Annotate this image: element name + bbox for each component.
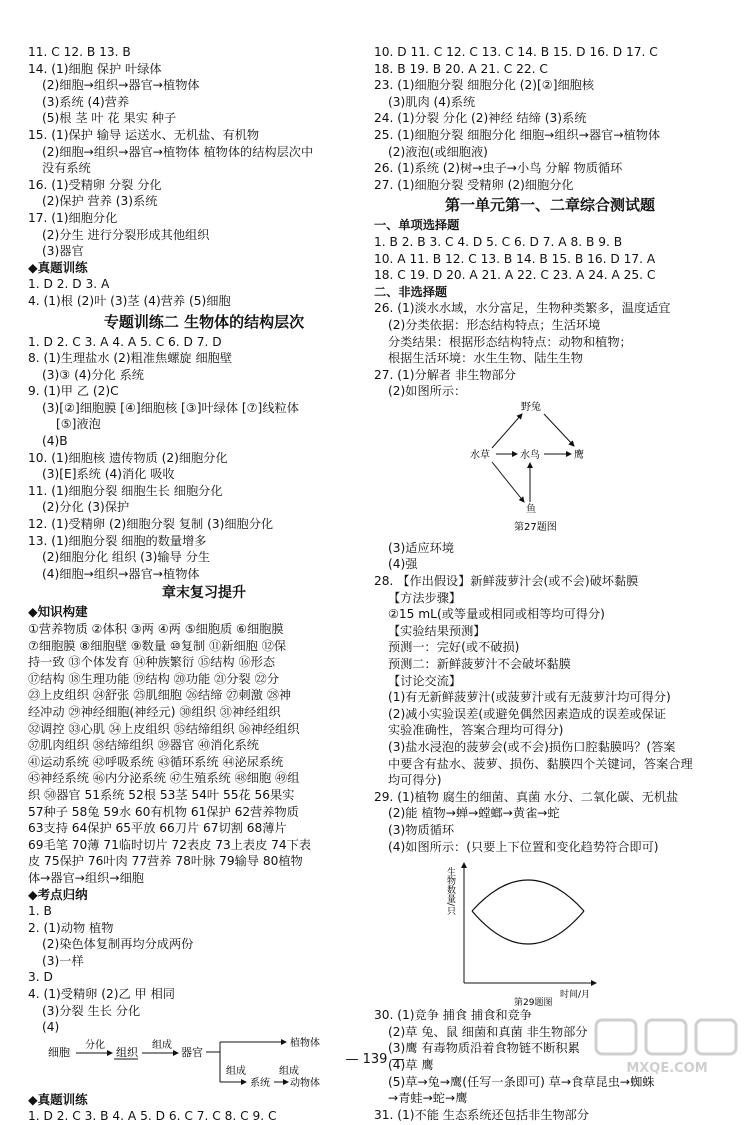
answer-line: ㊲肌肉组织 ㊳结缔组织 ㊴器官 ㊵消化系统 <box>28 738 259 753</box>
answer-line: (2)液泡(或细胞液) <box>388 144 488 159</box>
answer-line: 根据生活环境：水生生物、陆生生物 <box>388 351 583 366</box>
answer-line: 11. C 12. B 13. B <box>28 45 131 59</box>
answer-line: 一、单项选择题 <box>374 218 460 233</box>
flow-tissue: 组织 <box>116 1045 138 1059</box>
answer-line: (2)能 植物→蝉→螳螂→黄雀→蛇 <box>388 806 560 821</box>
answer-line: ⑦细胞膜 ⑧细胞壁 ⑨数量 ⑩复制 ⑪新细胞 ⑫保 <box>28 638 287 653</box>
answer-line: (3)物质循环 <box>388 822 455 837</box>
answer-line: 16. (1)受精卵 分裂 分化 <box>28 177 162 192</box>
answer-line: (2)分类依据：形态结构特点；生活环境 <box>388 317 601 332</box>
answer-line: 29. (1)植物 腐生的细菌、真菌 水分、二氧化碳、无机盐 <box>374 789 679 804</box>
answer-line: ①营养物质 ②体积 ③两 ④两 ⑤细胞质 ⑥细胞膜 <box>28 622 284 636</box>
answer-line: 31. (1)不能 生态系统还包括非生物部分 <box>374 1107 590 1122</box>
answer-line: 28. 【作出假设】新鲜菠萝汁会(或不会)破坏黏膜 <box>374 574 639 589</box>
answer-line: (2)细胞→组织→器官→植物体 植物体的结构层次中 <box>42 144 314 159</box>
answer-line: (3)系统 (4)营养 <box>42 94 130 109</box>
answer-line: 27. (1)细胞分裂 受精卵 (2)细胞分化 <box>374 177 574 192</box>
answer-line: 18. C 19. D 20. A 21. A 22. C 23. A 24. A 25. C <box>374 268 656 283</box>
left-column <box>28 44 380 1125</box>
answer-line: 1. B 2. B 3. C 4. D 5. C 6. D 7. A 8. B 9. B <box>374 234 623 249</box>
answer-line: 分类结果：根据形态结构特点：动物和植物； <box>388 334 632 349</box>
graph-ylabel: 生物数量/只 <box>445 867 455 916</box>
answer-line: (3)[E]系统 (4)消化 吸收 <box>42 467 175 482</box>
answer-line: (2)保护 营养 (3)系统 <box>42 194 158 209</box>
answer-line: 二、非选择题 <box>374 284 448 299</box>
web-rabbit: 野兔 <box>521 401 541 413</box>
answer-line: 实验准确性，答案合理均可得分) <box>388 723 564 738</box>
answer-line: 3. D <box>28 970 53 985</box>
answer-line: 69毛笔 70薄 71临时切片 72表皮 73上表皮 74下表 <box>28 837 312 852</box>
answer-line: 25. (1)细胞分裂 细胞分化 细胞→组织→器官→植物体 <box>374 127 661 142</box>
answer-line: ㉓上皮组织 ㉔舒张 ㉕肌细胞 ㉖结缔 ㉗刺激 ㉘神 <box>28 688 292 703</box>
subsection-heading: ◆知识构建 <box>28 604 88 620</box>
answer-line: 10. D 11. C 12. C 13. C 14. B 15. D 16. D 17. C <box>374 45 658 59</box>
answer-line: (3)肌肉 (4)系统 <box>388 94 476 109</box>
answer-line: 中要含有盐水、菠萝、损伤、黏膜四个关键词，答案合理 <box>388 756 693 771</box>
answer-line: 持一致 ⑬个体发育 ⑭种族繁衍 ⑮结构 ⑯形态 <box>28 655 276 670</box>
answer-line: 14. (1)细胞 保护 叶绿体 <box>28 61 162 76</box>
answer-line: (2)分化 (3)保护 <box>42 500 130 515</box>
flow-label-fenhua: 分化 <box>85 1039 105 1051</box>
answer-line: (4)如图所示：(只要上下位置和变化趋势符合即可) <box>388 839 659 854</box>
graph-curve-lower <box>472 911 584 944</box>
answer-line: ㊺神经系统 ㊻内分泌系统 ㊼生殖系统 ㊽细胞 ㊾组 <box>28 771 300 786</box>
answer-line: (3)[②]细胞膜 [④]细胞核 [③]叶绿体 [⑦]线粒体 <box>42 400 299 415</box>
answer-line: 皮 75保护 76叶肉 77营养 78叶脉 79输导 80植物 <box>28 854 303 869</box>
answer-line: 26. (1)淡水水域，水分富足，生物种类繁多，温度适宜 <box>374 301 671 316</box>
answer-line: ⑰结构 ⑱生理功能 ⑲结构 ⑳功能 ㉑分裂 ㉒分 <box>28 671 279 686</box>
graph-curve-upper <box>472 880 584 911</box>
answer-line: 9. (1)甲 乙 (2)C <box>28 384 119 399</box>
web-eagle: 鹰 <box>574 449 584 461</box>
answer-line: (2)细胞分化 组织 (3)输导 分生 <box>42 550 211 565</box>
subsection-heading: ◆真题训练 <box>28 259 88 275</box>
answer-line: 23. (1)细胞分裂 细胞分化 (2)[②]细胞核 <box>374 78 595 93</box>
web-grass: 水草 <box>470 449 490 461</box>
answer-line: 【实验结果预测】 <box>388 623 486 638</box>
answer-line: (3)适应环境 <box>388 540 455 555</box>
answer-line: 织 ㊿器官 51系统 52根 53茎 54叶 55花 56果实 <box>28 787 295 802</box>
right-column <box>374 44 726 1123</box>
answer-line: 10. A 11. B 12. C 13. B 14. B 15. B 16. D 17. A <box>374 251 656 266</box>
page-number: — 139 — <box>345 1052 405 1067</box>
answer-line: 2. (1)动物 植物 <box>28 920 114 935</box>
flow-plant: 植物体 <box>290 1037 320 1049</box>
graph-xlabel: 时间/月 <box>560 990 591 1001</box>
subsection-heading: ◆真题训练 <box>28 1091 88 1107</box>
answer-line: [⑤]液泡 <box>56 417 101 432</box>
answer-line: (3)③ (4)分化 系统 <box>42 367 144 382</box>
subsection-heading: ◆考点归纳 <box>28 886 88 902</box>
answer-line: 1. D 2. C 3. A 4. A 5. C 6. D 7. D <box>28 334 222 349</box>
watermark-text: MXQE.COM <box>626 1061 708 1076</box>
answer-line: (4)草 鹰 <box>388 1057 434 1072</box>
answer-line: (2)分生 进行分裂形成其他组织 <box>42 227 210 242</box>
flow-system: 系统 <box>250 1077 270 1089</box>
flow-label-zucheng2: 组成 <box>226 1065 246 1077</box>
answer-line: (3)分裂 生长 分化 <box>42 1003 141 1018</box>
answer-line: 27. (1)分解者 非生物部分 <box>374 367 516 382</box>
section-title: 章末复习提升 <box>162 585 246 602</box>
population-graph <box>374 855 726 1007</box>
answer-line: 13. (1)细胞分裂 细胞的数量增多 <box>28 533 207 548</box>
answer-line: 1. D 2. D 3. A <box>28 277 110 292</box>
answer-line: 17. (1)细胞分化 <box>28 210 118 225</box>
answer-line: 预测一：完好(或不破损) <box>388 640 520 655</box>
web-fish: 鱼 <box>526 503 536 515</box>
answer-line: (3)一样 <box>42 953 84 968</box>
graph-caption: 第29题图 <box>514 998 553 1008</box>
answer-line: 没有系统 <box>42 161 91 176</box>
flow-organ: 器官 <box>181 1045 203 1059</box>
answer-line: 63支持 64保护 65平放 66刀片 67切割 68薄片 <box>28 821 287 836</box>
answer-line: ㊶运动系统 ㊷呼吸系统 ㊸循环系统 ㊹泌尿系统 <box>28 754 284 769</box>
answer-line: 体→器官→组织→细胞 <box>28 870 144 885</box>
answer-line: 15. (1)保护 输导 运送水、无机盐、有机物 <box>28 127 260 142</box>
answer-line: 1. B <box>28 904 52 919</box>
answer-line: 57种子 58兔 59水 60有机物 61保护 62营养物质 <box>28 804 299 819</box>
section-title: 第一单元第一、二章综合测试题 <box>444 196 655 215</box>
answer-line: 30. (1)竞争 捕食 捕食和竞争 <box>374 1008 532 1023</box>
flow-label-zucheng1: 组成 <box>152 1039 172 1051</box>
answer-line: 18. B 19. B 20. A 21. C 22. C <box>374 61 548 76</box>
answer-line: 【方法步骤】 <box>388 590 462 605</box>
answer-line: 24. (1)分裂 分化 (2)神经 结缔 (3)系统 <box>374 111 587 126</box>
answer-line: 8. (1)生理盐水 (2)粗准焦螺旋 细胞壁 <box>28 351 233 366</box>
answer-line: →青蛙→蛇→鹰 <box>388 1091 468 1106</box>
answer-line: 26. (1)系统 (2)树→虫子→小鸟 分解 物质循环 <box>374 161 623 176</box>
answer-line: (2)细胞→组织→器官→植物体 <box>42 78 200 93</box>
flow-cell: 细胞 <box>48 1045 70 1059</box>
answer-line: (3)鹰 有毒物质沿着食物链不断积累 <box>388 1041 580 1056</box>
answer-line: 预测二：新鲜菠萝汁不会破坏黏膜 <box>388 657 571 672</box>
answer-line: (2)如图所示： <box>388 384 467 399</box>
answer-line: 12. (1)受精卵 (2)细胞分裂 复制 (3)细胞分化 <box>28 517 274 532</box>
flow-animal: 动物体 <box>290 1077 320 1089</box>
answer-line: (2)草 兔、鼠 细菌和真菌 非生物部分 <box>388 1024 588 1039</box>
answer-line: 4. (1)受精卵 (2)乙 甲 相同 <box>28 987 175 1002</box>
answer-line: 11. (1)细胞分裂 细胞生长 细胞分化 <box>28 483 223 498</box>
answer-line: 4. (1)根 (2)叶 (3)茎 (4)营养 (5)细胞 <box>28 293 231 308</box>
answer-line: ②15 mL(或等量或相同或相等均可得分) <box>388 607 605 622</box>
food-web-figure <box>374 400 726 540</box>
answer-line: (2)减小实验误差(或避免偶然因素造成的误差或保证 <box>388 706 666 721</box>
answer-line: (4)强 <box>388 557 418 572</box>
answer-line: (2)染色体复制再均分成两份 <box>42 937 194 952</box>
answer-line: (4)细胞→组织→器官→植物体 <box>42 566 200 581</box>
answer-line: 【讨论交流】 <box>388 673 462 688</box>
flow-label-zucheng3: 组成 <box>279 1065 299 1077</box>
answer-line: 10. (1)细胞核 遗传物质 (2)细胞分化 <box>28 450 228 465</box>
answer-line: (3)器官 <box>42 244 84 259</box>
answer-line: (1)有无新鲜菠萝汁(或菠萝汁或有无菠萝汁均可得分) <box>388 690 671 705</box>
web-caption: 第27题图 <box>514 521 557 533</box>
answer-line: 经冲动 ㉙神经细胞(神经元) ㉚组织 ㉛神经组织 <box>28 704 281 719</box>
answer-line: (5)草→兔→鹰(任写一条即可) 草→食草昆虫→蜘蛛 <box>388 1074 655 1089</box>
answer-line: 1. D 2. C 3. B 4. A 5. D 6. C 7. C 8. C 9. C <box>28 1109 277 1124</box>
answer-line: (4) <box>42 1020 60 1035</box>
answer-line: ㉜调控 ㉝心肌 ㉞上皮组织 ㉟结缔组织 ㊱神经组织 <box>28 721 300 736</box>
watermark-logo <box>592 1016 742 1076</box>
answer-line: (4)B <box>42 434 68 449</box>
answer-line: 均可得分) <box>388 773 442 788</box>
web-bird: 水鸟 <box>520 449 540 461</box>
section-title: 专题训练二 生物体的结构层次 <box>103 312 305 331</box>
answer-line: (5)根 茎 叶 花 果实 种子 <box>42 111 177 126</box>
answer-line: (3)盐水浸泡的菠萝会(或不会)损伤口腔黏膜吗？(答案 <box>388 740 676 754</box>
